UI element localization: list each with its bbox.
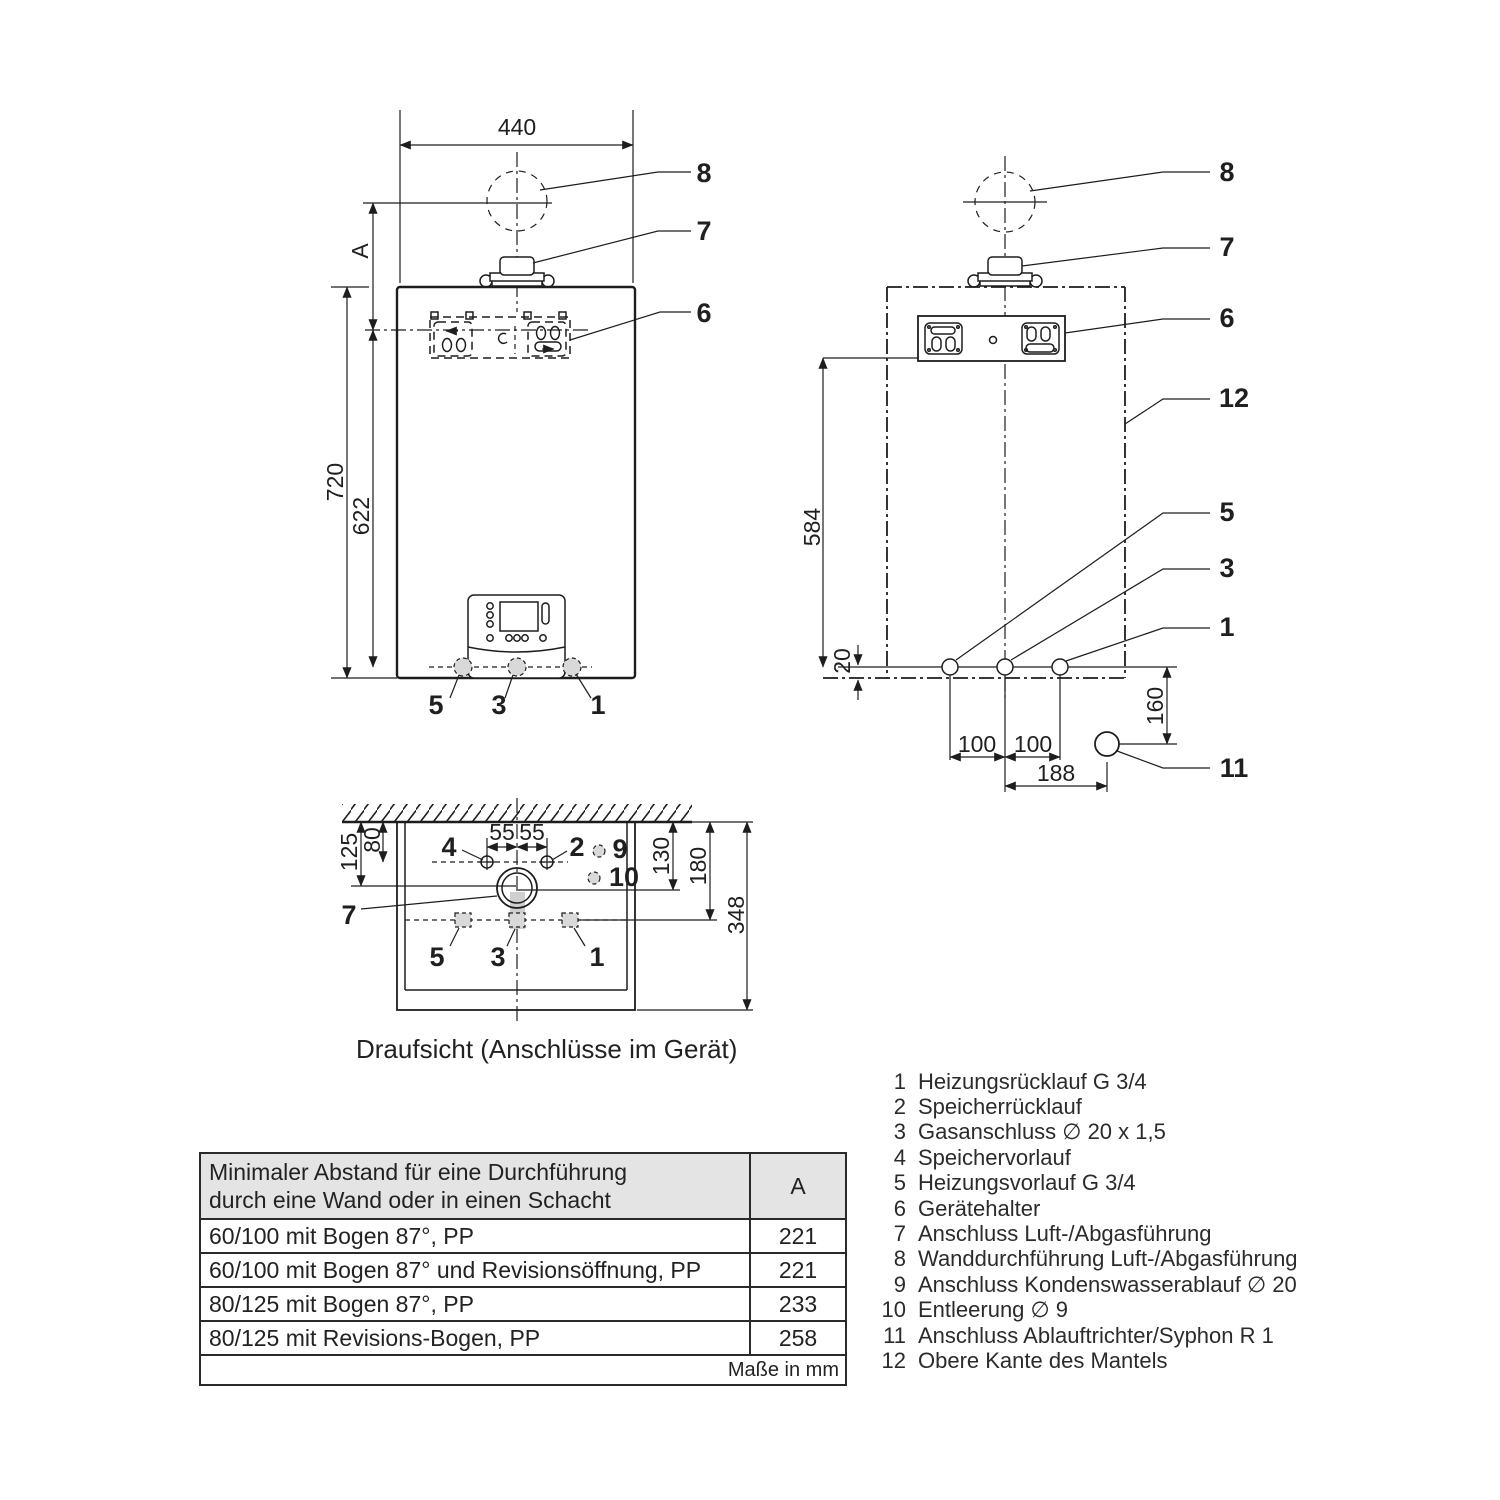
legend-item: 2 Speicherrücklauf xyxy=(893,1094,1082,1120)
connection-5 xyxy=(454,658,472,676)
connection-1 xyxy=(1052,659,1068,675)
callout-7: 7 xyxy=(1219,232,1235,262)
table-row: 60/100 mit Bogen 87° und Revisionsöffnung, PP 221 xyxy=(201,1254,845,1288)
callout-10: 10 xyxy=(608,862,640,892)
dim-55a: 55 xyxy=(489,819,515,845)
bracket-front xyxy=(365,312,590,358)
callout-12: 12 xyxy=(1218,383,1250,413)
legend-item: 1 Heizungsrücklauf G 3/4 xyxy=(893,1068,1147,1094)
connection-5 xyxy=(942,659,958,675)
dim-A: A xyxy=(347,243,373,259)
legend-item: 6 Gerätehalter xyxy=(893,1195,1041,1221)
dim-584: 584 xyxy=(799,507,825,547)
callout-5: 5 xyxy=(429,942,445,972)
drain-connection-10 xyxy=(588,872,600,884)
dim-188: 188 xyxy=(1036,760,1076,786)
legend xyxy=(874,1069,1298,1374)
legend-item: 8 Wanddurchführung Luft-/Abgasführung xyxy=(893,1246,1298,1272)
callout-2: 2 xyxy=(569,832,585,862)
table-footer: Maße in mm xyxy=(727,1358,839,1381)
table-header-line2: durch eine Wand oder in einen Schacht xyxy=(209,1187,611,1213)
legend-item: 5 Heizungsvorlauf G 3/4 xyxy=(893,1170,1136,1196)
siphon-connection xyxy=(1095,732,1119,756)
table-row: 80/125 mit Bogen 87°, PP 233 xyxy=(201,1288,845,1322)
top-view xyxy=(336,798,753,1022)
callout-8: 8 xyxy=(1219,157,1235,187)
front-view xyxy=(322,110,712,720)
legend-item: 12 Obere Kante des Mantels xyxy=(881,1348,1168,1373)
callout-4: 4 xyxy=(441,832,457,862)
table-header-line1: Minimaler Abstand für eine Durchführung xyxy=(209,1159,628,1185)
legend-item: 11 Anschluss Ablauftrichter/Syphon R 1 xyxy=(883,1322,1274,1348)
connection-5 xyxy=(455,913,471,927)
dim-622: 622 xyxy=(348,496,374,536)
table-column-a: A xyxy=(749,1154,845,1218)
flue-connector xyxy=(968,257,1042,287)
min-distance-table xyxy=(199,1152,847,1386)
condensate-connection-9 xyxy=(593,845,605,857)
mounting-bracket xyxy=(918,316,1065,361)
legend-item: 9 Anschluss Kondenswasserablauf ∅ 20 xyxy=(893,1271,1297,1297)
callout-5: 5 xyxy=(428,690,444,720)
flue-connector xyxy=(480,257,554,287)
dim-125: 125 xyxy=(336,832,362,872)
dim-160: 160 xyxy=(1142,686,1168,726)
dim-20: 20 xyxy=(829,648,855,674)
callout-3: 3 xyxy=(490,942,506,972)
topview-caption: Draufsicht (Anschlüsse im Gerät) xyxy=(356,1034,738,1064)
table-row: 60/100 mit Bogen 87°, PP 221 xyxy=(201,1220,845,1254)
dim-100b: 100 xyxy=(1013,731,1053,757)
dim-130: 130 xyxy=(648,836,674,876)
table-header xyxy=(201,1154,845,1220)
connection-3 xyxy=(997,659,1013,675)
callout-3: 3 xyxy=(1219,553,1235,583)
dim-80: 80 xyxy=(359,827,385,853)
callout-9: 9 xyxy=(612,834,628,864)
legend-item: 10 Entleerung ∅ 9 xyxy=(881,1297,1069,1323)
callout-6: 6 xyxy=(1219,303,1235,333)
dim-440: 440 xyxy=(497,114,537,140)
connection-3 xyxy=(508,658,526,676)
dim-180: 180 xyxy=(685,846,711,886)
rear-view xyxy=(799,156,1249,792)
callout-6: 6 xyxy=(696,298,712,328)
callout-7: 7 xyxy=(696,216,712,246)
callout-11: 11 xyxy=(1219,753,1249,783)
callout-3: 3 xyxy=(491,690,507,720)
connection-1 xyxy=(562,913,578,927)
dim-348: 348 xyxy=(723,895,749,935)
callout-1: 1 xyxy=(1219,612,1235,642)
callout-1: 1 xyxy=(590,690,606,720)
legend-item: 7 Anschluss Luft-/Abgasführung xyxy=(893,1221,1212,1247)
connection-3 xyxy=(509,913,525,927)
legend-item: 4 Speichervorlauf xyxy=(893,1144,1071,1170)
callout-8: 8 xyxy=(696,158,712,188)
dim-100a: 100 xyxy=(957,731,997,757)
legend-item: 3 Gasanschluss ∅ 20 x 1,5 xyxy=(893,1119,1166,1145)
callout-7: 7 xyxy=(341,900,357,930)
callout-1: 1 xyxy=(589,942,605,972)
table-row: 80/125 mit Revisions-Bogen, PP 258 xyxy=(201,1322,845,1356)
dim-55b: 55 xyxy=(519,819,545,845)
callout-5: 5 xyxy=(1219,497,1235,527)
dim-720: 720 xyxy=(322,462,348,502)
connection-1 xyxy=(563,658,581,676)
